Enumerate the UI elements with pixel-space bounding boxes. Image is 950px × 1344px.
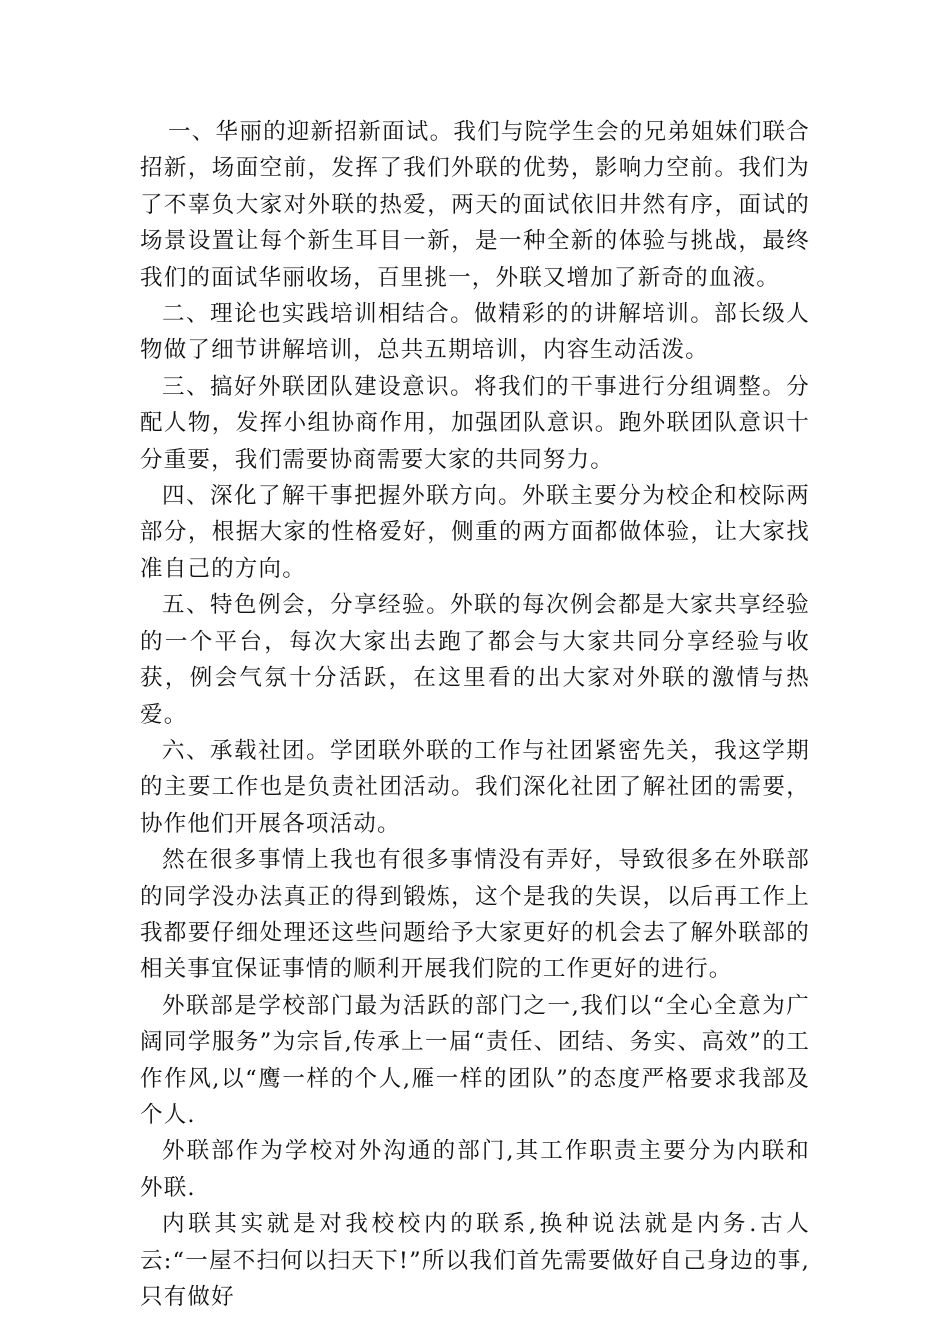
paragraph-5: 五、特色例会，分享经验。外联的每次例会都是大家共享经验的一个平台，每次大家出去跑了都会与大家共同分享经验与收获，例会气氛十分活跃，在这里看的出大家对外联的激情与热爱。 [140,592,810,728]
paragraph-10: 内联其实就是对我校校内的联系,换种说法就是内务.古人云:“一屋不扫何以扫天下!”所以我们首先需要做好自己身边的事,只有做好 [140,1211,810,1310]
paragraph-8: 外联部是学校部门最为活跃的部门之一,我们以“全心全意为广阔同学服务”为宗旨,传承上一届“责任、团结、务实、高效”的工作作风,以“鹰一样的个人,雁一样的团队”的态度严格要求我部及个人. [140,992,810,1128]
paragraph-3: 三、搞好外联团队建设意识。将我们的干事进行分组调整。分配人物，发挥小组协商作用，加强团队意识。跑外联团队意识十分重要，我们需要协商需要大家的共同努力。 [140,373,810,473]
paragraph-7: 然在很多事情上我也有很多事情没有弄好，导致很多在外联部的同学没办法真正的得到锻炼，这个是我的失误，以后再工作上我都要仔细处理还这些问题给予大家更好的机会去了解外联部的相关事宜保证事情的顺利开展我们院的工作更好的进行。 [140,847,810,983]
paragraph-2: 二、理论也实践培训相结合。做精彩的的讲解培训。部长级人物做了细节讲解培训，总共五期培训，内容生动活泼。 [140,301,810,364]
paragraph-6: 六、承载社团。学团联外联的工作与社团紧密先关，我这学期的主要工作也是负责社团活动。我们深化社团了解社团的需要，协作他们开展各项活动。 [140,737,810,837]
paragraph-1: 一、华丽的迎新招新面试。我们与院学生会的兄弟姐妹们联合招新，场面空前，发挥了我们外联的优势，影响力空前。我们为了不辜负大家对外联的热爱，两天的面试依旧井然有序，面试的场景设置让每个新生耳目一新，是一种全新的体验与挑战，最终我们的面试华丽收场，百里挑一，外联又增加了新奇的血液。 [140,119,810,291]
paragraph-9: 外联部作为学校对外沟通的部门,其工作职责主要分为内联和外联. [140,1138,810,1201]
paragraph-4: 四、深化了解干事把握外联方向。外联主要分为校企和校际两部分，根据大家的性格爱好，侧重的两方面都做体验，让大家找准自己的方向。 [140,483,810,582]
document-body [140,114,810,1315]
